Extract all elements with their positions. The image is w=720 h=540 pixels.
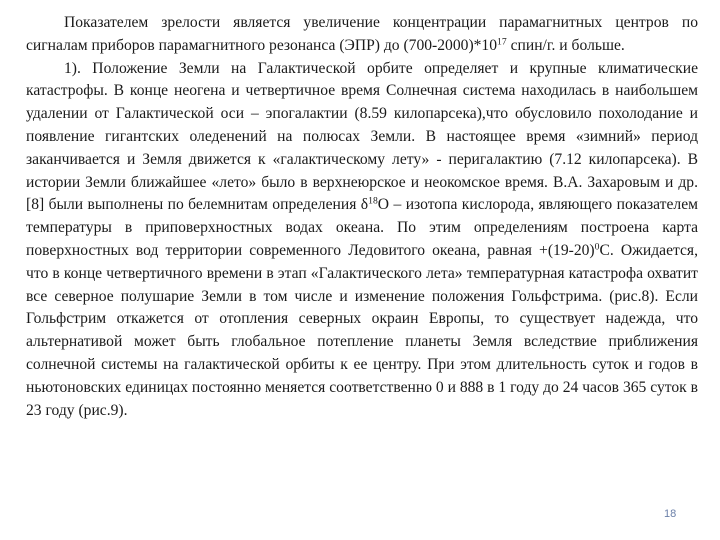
document-body (26, 12, 698, 422)
paragraph-galactic-orbit-middle: O – изотопа кислорода, являющего показателем температуры в приповерхностных водах океана. По этим определениям построена карта поверхностных вод территории современного Ледовитого океана, равная +(19-20) (26, 196, 698, 259)
paragraph-galactic-orbit-text: 1). Положение Земли на Галактической орбите определяет и крупные климатические катастрофы. В конце неогена и четвертичное время Солнечная система находилась в наибольшем удалении от Галактической оси – эпогалактии (8.59 килопарсека),что обусловило похолодание и появление гигантских оледенений на полюсах Земли. В настоящее время «зимний» период заканчивается и Земля движется к «галактическому лету» - перигалактию (7.12 килопарсека). В истории Земли ближайшее «лето» было в верхнеюрское и неокомское время. В.А. Захаровым и др. [8] были выполнены по белемнитам определения δ (26, 59, 698, 214)
paragraph-maturity-text: Показателем зрелости является увеличение концентрации парамагнитных центров по сигналам приборов парамагнитного резонанса (ЭПР) до (700-2000)*10 (26, 14, 698, 54)
paragraph-galactic-orbit-tail: С. Ожидается, что в конце четвертичного времени в этап «Галактического лета» температурная катастрофа охватит все северное полушарие Земли в том числе и изменение положения Гольфстрима. (рис.8). Если Гольфстрим откажется от отопления северных окраин Европы, то существует надежда, что альтернативой может быть глобальное потепление планеты Земля вследствие приближения солнечной системы на галактической орбиты к ее центру. При этом длительность суток и годов в ньютоновских единицах постоянно меняется соответственно 0 и 888 в 1 году до 24 часов 365 суток в 23 году (рис.9). (26, 241, 698, 419)
degree-superscript: 0 (594, 241, 600, 253)
paragraph-maturity-tail: спин/г. и больше. (506, 36, 625, 54)
exponent-superscript: 17 (497, 36, 507, 48)
isotope-superscript: 18 (368, 196, 378, 208)
page-number: 18 (664, 508, 677, 520)
paragraph-galactic-orbit (26, 58, 698, 423)
paragraph-maturity (26, 12, 698, 58)
